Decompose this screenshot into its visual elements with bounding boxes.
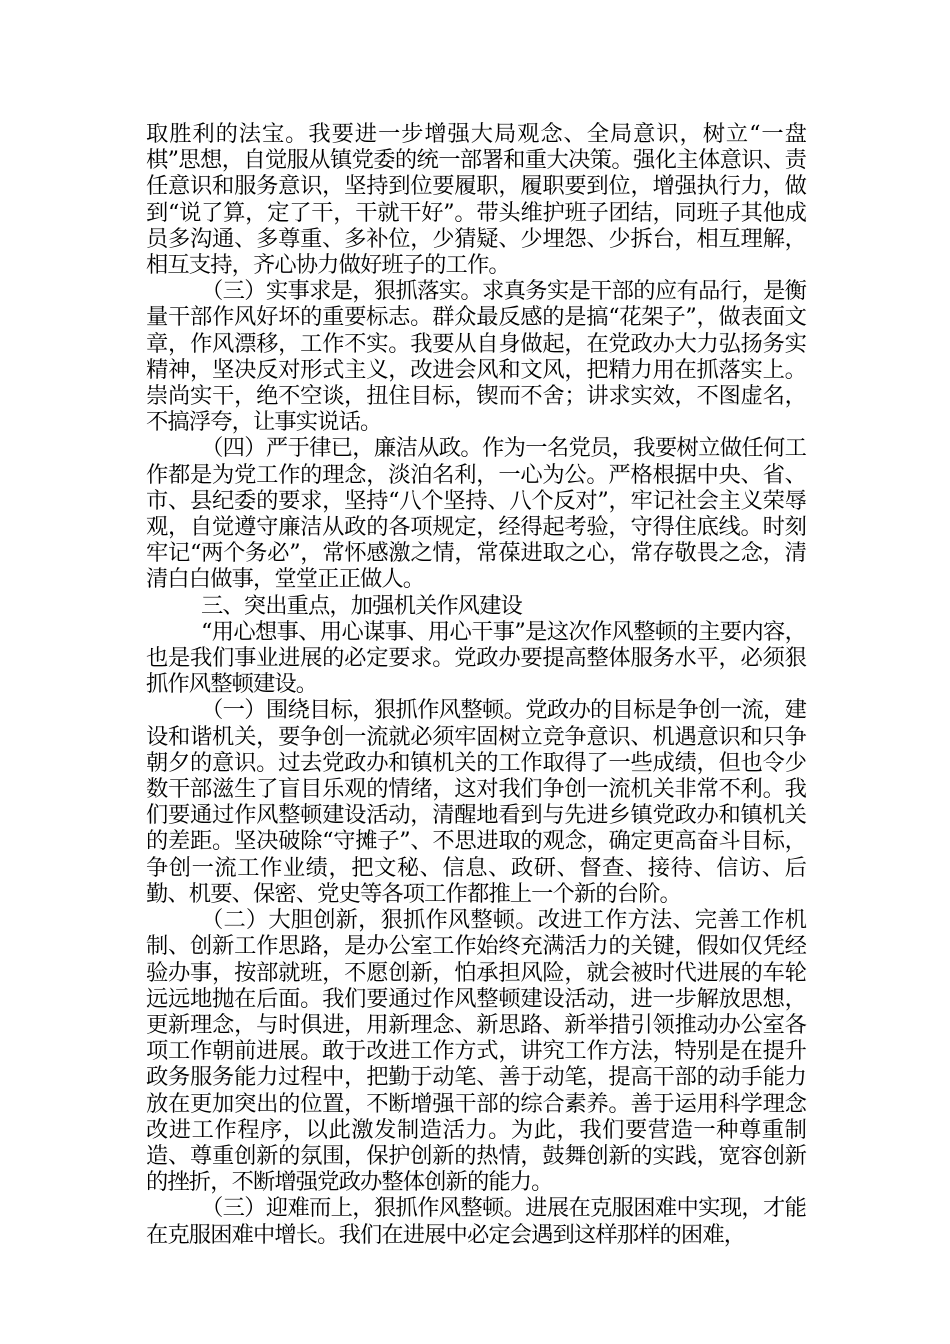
paragraph-1: 取胜利的法宝。我要进一步增强大局观念、全局意识，树立“一盘棋”思想，自觉服从镇党委的统一部署和重大决策。强化主体意识、责任意识和服务意识，坚持到位要履职，履职要到位，增强执行力，做到“说了算，定了干，干就干好”。带头维护班子团结，同班子其他成员多沟通、多尊重、多补位，少猜疑、少埋怨、少拆台，相互理解，相互支持，齐心协力做好班子的工作。 <box>146 121 806 279</box>
document-page <box>146 121 806 1248</box>
paragraph-7: （三）迎难而上，狠抓作风整顿。进展在克服困难中实现，才能在克服困难中增长。我们在进展中必定会遇到这样那样的困难， <box>146 1195 806 1248</box>
paragraph-4: “用心想事、用心谋事、用心干事”是这次作风整顿的主要内容，也是我们事业进展的必定要求。党政办要提高整体服务水平，必须狠抓作风整顿建设。 <box>146 618 806 698</box>
paragraph-3: （四）严于律已，廉洁从政。作为一名党员，我要树立做任何工作都是为党工作的理念，淡泊名利，一心为公。严格根据中央、省、市、县纪委的要求，坚持“八个坚持、八个反对”，牢记社会主义荣辱观，自觉遵守廉洁从政的各项规定，经得起考验，守得住底线。时刻牢记“两个务必”，常怀感激之情，常葆进取之心，常存敬畏之念，清清白白做事，堂堂正正做人。 <box>146 435 806 593</box>
section-heading: 三、突出重点，加强机关作风建设 <box>201 592 522 619</box>
paragraph-6: （二）大胆创新，狠抓作风整顿。改进工作方法、完善工作机制、创新工作思路，是办公室工作始终充满活力的关键，假如仅凭经验办事，按部就班，不愿创新，怕承担风险，就会被时代进展的车轮远远地抛在后面。我们要通过作风整顿建设活动，进一步解放思想，更新理念，与时俱进，用新理念、新思路、新举措引领推动办公室各项工作朝前进展。敢于改进工作方式，讲究工作方法，特别是在提升政务服务能力过程中，把勤于动笔、善于动笔，提高干部的动手能力放在更加突出的位置，不断增强干部的综合素养。善于运用科学理念改进工作程序，以此激发制造活力。为此，我们要营造一种尊重制造、尊重创新的氛围，保护创新的热情，鼓舞创新的实践，宽容创新的挫折，不断增强党政办整体创新的能力。 <box>146 907 806 1196</box>
paragraph-5: （一）围绕目标，狠抓作风整顿。党政办的目标是争创一流，建设和谐机关，要争创一流就必须牢固树立竞争意识、机遇意识和只争朝夕的意识。过去党政办和镇机关的工作取得了一些成绩，但也令少数干部滋生了盲目乐观的情绪，这对我们争创一流机关非常不利。我们要通过作风整顿建设活动，清醒地看到与先进乡镇党政办和镇机关的差距。坚决破除“守摊子”、不思进取的观念，确定更高奋斗目标，争创一流工作业绩，把文秘、信息、政研、督查、接待、信访、后勤、机要、保密、党史等各项工作都推上一个新的台阶。 <box>146 697 806 907</box>
paragraph-2: （三）实事求是，狠抓落实。求真务实是干部的应有品行，是衡量干部作风好坏的重要标志。群众最反感的是搞“花架子”，做表面文章，作风漂移，工作不实。我要从自身做起，在党政办大力弘扬务实精神，坚决反对形式主义，改进会风和文风，把精力用在抓落实上。崇尚实干，绝不空谈，扭住目标，锲而不舍；讲求实效，不图虚名，不搞浮夸，让事实说话。 <box>146 278 806 436</box>
